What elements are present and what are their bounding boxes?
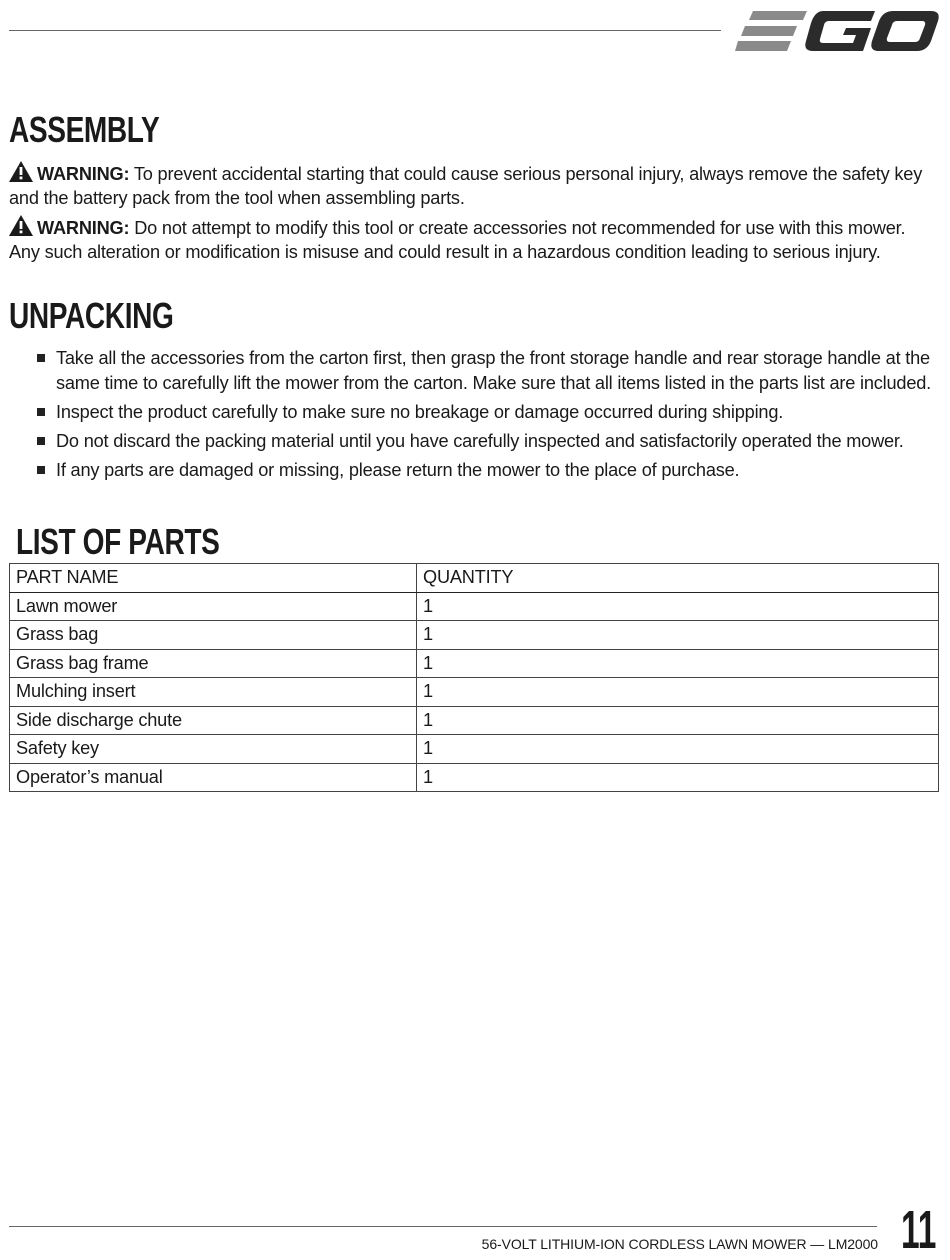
part-name-cell: Mulching insert	[10, 678, 417, 707]
warning-text: Do not attempt to modify this tool or create accessories not recommended for use with this mower. Any such alteration or modification is misuse and could result in a hazardous condition leading to serious injury.	[9, 218, 906, 262]
warning-triangle-icon	[9, 161, 33, 182]
table-row	[10, 735, 939, 764]
list-of-parts-heading: LIST OF PARTS	[16, 521, 220, 562]
part-name-cell: Operator’s manual	[10, 763, 417, 792]
part-name-cell: Lawn mower	[10, 592, 417, 621]
quantity-cell: 1	[417, 763, 939, 792]
table-row	[10, 592, 939, 621]
table-row	[10, 706, 939, 735]
quantity-cell: 1	[417, 706, 939, 735]
list-item-text: Do not discard the packing material until you have carefully inspected and satisfactorily operated the mower.	[56, 430, 904, 451]
footer-rule	[9, 1226, 877, 1227]
column-header-quantity: QUANTITY	[417, 564, 939, 593]
unpacking-list	[37, 346, 932, 487]
warning-label: WARNING:	[37, 164, 130, 184]
warning-paragraph	[9, 215, 939, 264]
warning-triangle-icon	[9, 215, 33, 236]
quantity-cell: 1	[417, 678, 939, 707]
list-item-text: Inspect the product carefully to make sure no breakage or damage occurred during shipping.	[56, 401, 784, 422]
part-name-cell: Grass bag	[10, 621, 417, 650]
quantity-cell: 1	[417, 592, 939, 621]
list-item-text: If any parts are damaged or missing, please return the mower to the place of purchase.	[56, 459, 740, 480]
column-header-part-name: PART NAME	[10, 564, 417, 593]
unpacking-heading: UNPACKING	[9, 295, 174, 336]
footer-product-title: 56-VOLT LITHIUM-ION CORDLESS LAWN MOWER — LM2000	[481, 1236, 878, 1252]
assembly-heading: ASSEMBLY	[9, 109, 160, 150]
bullet-square-icon	[37, 466, 45, 474]
part-name-cell: Grass bag frame	[10, 649, 417, 678]
bullet-square-icon	[37, 354, 45, 362]
bullet-square-icon	[37, 408, 45, 416]
part-name-cell: Safety key	[10, 735, 417, 764]
quantity-cell: 1	[417, 735, 939, 764]
bullet-square-icon	[37, 437, 45, 445]
parts-table	[9, 563, 939, 792]
part-name-cell: Side discharge chute	[10, 706, 417, 735]
table-row	[10, 678, 939, 707]
warning-paragraph	[9, 161, 939, 210]
warning-label: WARNING:	[37, 218, 130, 238]
table-row	[10, 621, 939, 650]
table-row	[10, 763, 939, 792]
list-item	[37, 400, 932, 425]
list-item	[37, 458, 932, 483]
quantity-cell: 1	[417, 649, 939, 678]
list-item-text: Take all the accessories from the carton first, then grasp the front storage handle and rear storage handle at the same time to carefully lift the mower from the carton. Make sure that all items listed in the parts list are included.	[56, 348, 932, 393]
list-item	[37, 429, 932, 454]
page-number: 11	[901, 1200, 937, 1260]
table-header-row	[10, 564, 939, 593]
ego-logo	[735, 8, 940, 54]
table-row	[10, 649, 939, 678]
warning-text: To prevent accidental starting that could cause serious personal injury, always remove the safety key and the battery pack from the tool when assembling parts.	[9, 164, 923, 208]
quantity-cell: 1	[417, 621, 939, 650]
header-rule	[9, 30, 721, 31]
list-item	[37, 346, 932, 395]
